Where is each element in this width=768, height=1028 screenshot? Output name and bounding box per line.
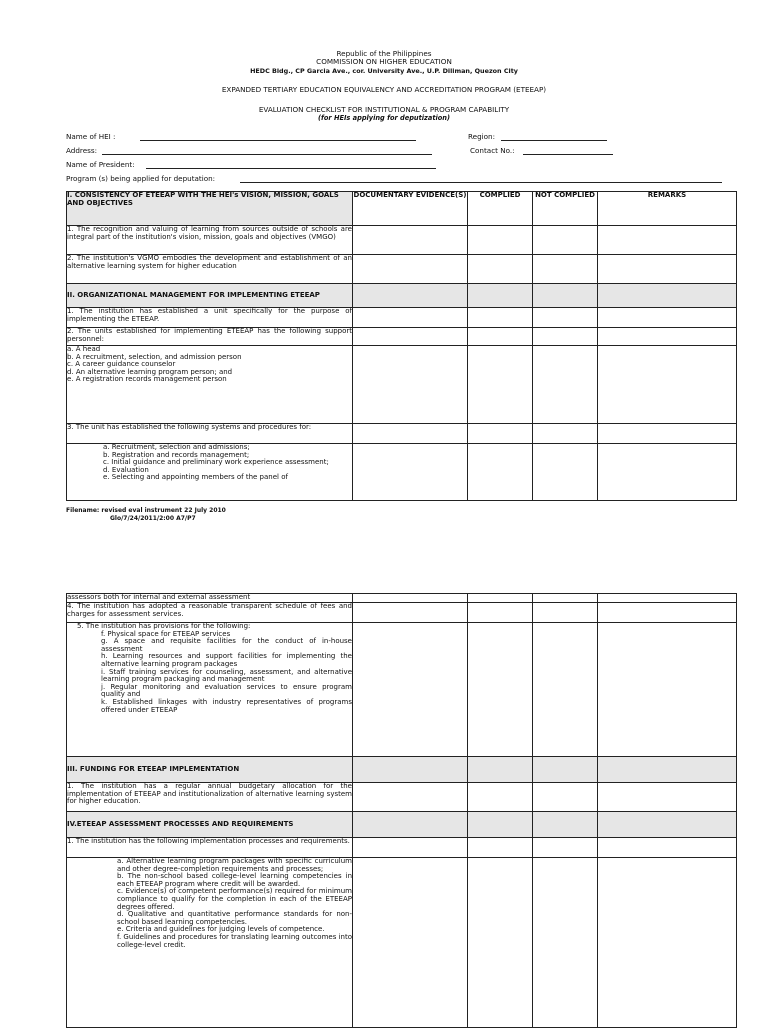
not-complied-cell[interactable] — [533, 783, 598, 812]
complied-cell[interactable] — [468, 424, 533, 444]
evidence-cell[interactable] — [353, 346, 468, 424]
remarks-cell[interactable] — [598, 594, 737, 603]
complied-cell[interactable] — [468, 603, 533, 623]
complied-cell[interactable] — [468, 328, 533, 346]
sub-items-list — [67, 346, 353, 424]
evidence-cell[interactable] — [353, 424, 468, 444]
not-complied-cell[interactable] — [533, 838, 598, 858]
table-row — [67, 424, 737, 444]
evidence-cell[interactable] — [353, 603, 468, 623]
table-row — [67, 838, 737, 858]
not-complied-cell[interactable] — [533, 594, 598, 603]
program-title: EXPANDED TERTIARY EDUCATION EQUIVALENCY AND ACCREDITATION PROGRAM (ETEEAP) — [221, 85, 547, 94]
evidence-cell[interactable] — [353, 226, 468, 255]
remarks-cell[interactable] — [598, 308, 737, 328]
evidence-cell[interactable] — [353, 838, 468, 858]
table-row — [67, 783, 737, 812]
table-row — [67, 444, 737, 501]
evidence-cell[interactable] — [353, 783, 468, 812]
programs-field[interactable] — [240, 182, 722, 183]
criterion-text: 3. The unit has established the following systems and procedures for: — [67, 424, 353, 444]
document-page-2 — [0, 590, 768, 1024]
not-complied-cell[interactable] — [533, 255, 598, 284]
sub-items-list — [67, 858, 353, 1028]
evidence-cell[interactable] — [353, 328, 468, 346]
list-item: h. Learning resources and support facilities for implementing the alternative learning program packages — [101, 652, 352, 668]
table-row — [67, 623, 737, 757]
documentary-evidence-header: DOCUMENTARY EVIDENCE(S) — [353, 192, 468, 226]
page-gap — [0, 530, 768, 590]
criterion-text: 1. The institution has a regular annual budgetary allocation for the implementation of ETEEAP and institutionalization of alternative learning system for higher education. — [67, 783, 353, 812]
table-row — [67, 603, 737, 623]
complied-cell[interactable] — [468, 858, 533, 1028]
list-item: b. The non-school based college-level learning competencies in each ETEEAP program where credit will be awarded. — [117, 872, 352, 888]
not-complied-cell[interactable] — [533, 858, 598, 1028]
evidence-cell[interactable] — [353, 444, 468, 501]
evidence-cell[interactable] — [353, 594, 468, 603]
remarks-cell[interactable] — [598, 623, 737, 757]
table-header-row — [67, 192, 737, 226]
criterion-text: 1. The institution has the following implementation processes and requirements. — [67, 838, 353, 858]
name-of-hei-field[interactable] — [140, 140, 416, 141]
list-item: a. Recruitment, selection and admissions; — [103, 443, 250, 451]
remarks-header: REMARKS — [598, 192, 737, 226]
evidence-cell[interactable] — [353, 623, 468, 757]
evidence-cell[interactable] — [353, 255, 468, 284]
contact-no-label: Contact No.: — [470, 146, 515, 155]
list-item: i. Staff training services for counseling, assessment, and alternative learning program packaging and management — [101, 667, 352, 684]
president-field[interactable] — [146, 168, 436, 169]
remarks-cell[interactable] — [598, 858, 737, 1028]
complied-cell[interactable] — [468, 444, 533, 501]
list-item: k. Established linkages with industry representatives of programs offered under ETEEAP — [101, 697, 352, 714]
checklist-title: EVALUATION CHECKLIST FOR INSTITUTIONAL & PROGRAM CAPABILITY — [258, 105, 510, 114]
list-item: g. A space and requisite facilities for the conduct of in-house assessment — [101, 637, 352, 653]
list-item: c. Initial guidance and preliminary work experience assessment; — [103, 458, 329, 467]
complied-header: COMPLIED — [468, 192, 533, 226]
list-item: c. A career guidance counselor — [67, 360, 176, 369]
list-item: e. A registration records management person — [67, 375, 227, 384]
criterion-continued-text: assessors both for internal and external assessment — [67, 594, 353, 603]
complied-cell[interactable] — [468, 838, 533, 858]
remarks-cell[interactable] — [598, 838, 737, 858]
checklist-subtitle: (for HEIs applying for deputization) — [318, 114, 450, 122]
remarks-cell[interactable] — [598, 346, 737, 424]
list-item: d. An alternative learning program person; and — [67, 367, 233, 376]
table-row — [67, 346, 737, 424]
list-item: d. Evaluation — [103, 465, 149, 474]
complied-cell[interactable] — [468, 226, 533, 255]
remarks-cell[interactable] — [598, 226, 737, 255]
criterion-text: 5. The institution has provisions for the following: — [77, 622, 251, 630]
criterion-text: 2. The institution's VGMO embodies the development and establishment of an alternative learning system for higher education — [67, 255, 353, 284]
section-row — [67, 757, 737, 783]
list-item: a. Alternative learning program packages with specific curriculum and other degree-completion requirements and processes; — [117, 857, 352, 873]
complied-cell[interactable] — [468, 783, 533, 812]
criterion-text: 2. The units established for implementing ETEEAP has the following support personnel: — [67, 328, 353, 346]
list-item: b. Registration and records management; — [103, 450, 250, 459]
table-row — [67, 328, 737, 346]
section-3-heading: III. FUNDING FOR ETEEAP IMPLEMENTATION — [67, 757, 353, 783]
not-complied-cell[interactable] — [533, 424, 598, 444]
evidence-cell[interactable] — [353, 858, 468, 1028]
table-row — [67, 308, 737, 328]
name-of-hei-label: Name of HEI : — [66, 132, 116, 141]
list-item: b. A recruitment, selection, and admission person — [67, 352, 242, 361]
criterion-text: 4. The institution has adopted a reasonable transparent schedule of fees and charges for assessment services. — [67, 603, 353, 623]
not-complied-cell[interactable] — [533, 226, 598, 255]
footer-stamp: Glo/7/24/2011/2:00 A7/P7 — [110, 515, 196, 522]
list-item: f. Guidelines and procedures for translating learning outcomes into college-level credit. — [117, 932, 352, 949]
remarks-cell[interactable] — [598, 424, 737, 444]
remarks-cell[interactable] — [598, 444, 737, 501]
table-row — [67, 226, 737, 255]
contact-no-field[interactable] — [523, 154, 613, 155]
footer-filename: Filename: revised eval instrument 22 July 2010 — [66, 507, 226, 514]
not-complied-header: NOT COMPLIED — [533, 192, 598, 226]
region-field[interactable] — [501, 140, 607, 141]
complied-cell[interactable] — [468, 346, 533, 424]
list-item: j. Regular monitoring and evaluation services to ensure program quality and — [101, 682, 352, 699]
address-field[interactable] — [102, 154, 432, 155]
list-item: f. Physical space for ETEEAP services — [101, 629, 231, 638]
not-complied-cell[interactable] — [533, 308, 598, 328]
criterion-text: 1. The institution has established a unit specifically for the purpose of implementing the ETEEAP. — [67, 308, 353, 328]
complied-cell[interactable] — [468, 594, 533, 603]
list-item: e. Selecting and appointing members of the panel of — [103, 473, 288, 482]
region-label: Region: — [468, 132, 496, 141]
address-label: Address: — [66, 146, 98, 155]
list-item: e. Criteria and guidelines for judging levels of competence. — [117, 925, 325, 934]
checklist-table-page-1 — [66, 191, 737, 501]
remarks-cell[interactable] — [598, 255, 737, 284]
sub-items-list — [67, 444, 353, 501]
not-complied-cell[interactable] — [533, 328, 598, 346]
section-2-heading: II. ORGANIZATIONAL MANAGEMENT FOR IMPLEMENTING ETEEAP — [67, 284, 353, 308]
table-row — [67, 858, 737, 1028]
section-row — [67, 284, 737, 308]
complied-cell[interactable] — [468, 255, 533, 284]
section-row — [67, 812, 737, 838]
section-1-heading: I. CONSISTENCY OF ETEEAP WITH THE HEI's VISION, MISSION, GOALS AND OBJECTIVES — [67, 192, 353, 226]
remarks-cell[interactable] — [598, 783, 737, 812]
criterion-with-subitems — [67, 623, 353, 757]
evidence-cell[interactable] — [353, 308, 468, 328]
president-label: Name of President: — [66, 160, 135, 169]
checklist-table-page-2 — [66, 593, 737, 1028]
list-item: c. Evidence(s) of competent performance(s) required for minimum compliance to qualify for the completion in each of the ETEEAP degrees offered. — [117, 887, 352, 911]
not-complied-cell[interactable] — [533, 623, 598, 757]
criterion-text: 1. The recognition and valuing of learning from sources outside of schools are integral part of the institution's vision, mission, goals and objectives (VMGO) — [67, 226, 353, 255]
commission-line: COMMISSION ON HIGHER EDUCATION — [316, 57, 452, 66]
list-item: d. Qualitative and quantitative performance standards for non-school based learning competencies. — [117, 910, 352, 926]
section-4-heading: IV.ETEEAP ASSESSMENT PROCESSES AND REQUIREMENTS — [67, 812, 353, 838]
list-item: a. A head — [67, 345, 101, 353]
remarks-cell[interactable] — [598, 328, 737, 346]
office-address: HEDC Bldg., CP Garcia Ave., cor. University Ave., U.P. Diliman, Quezon City — [250, 67, 518, 75]
not-complied-cell[interactable] — [533, 346, 598, 424]
remarks-cell[interactable] — [598, 603, 737, 623]
not-complied-cell[interactable] — [533, 603, 598, 623]
complied-cell[interactable] — [468, 623, 533, 757]
table-row — [67, 255, 737, 284]
not-complied-cell[interactable] — [533, 444, 598, 501]
republic-line: Republic of the Philippines — [336, 49, 432, 58]
programs-label: Program (s) being applied for deputation: — [66, 174, 216, 183]
complied-cell[interactable] — [468, 308, 533, 328]
